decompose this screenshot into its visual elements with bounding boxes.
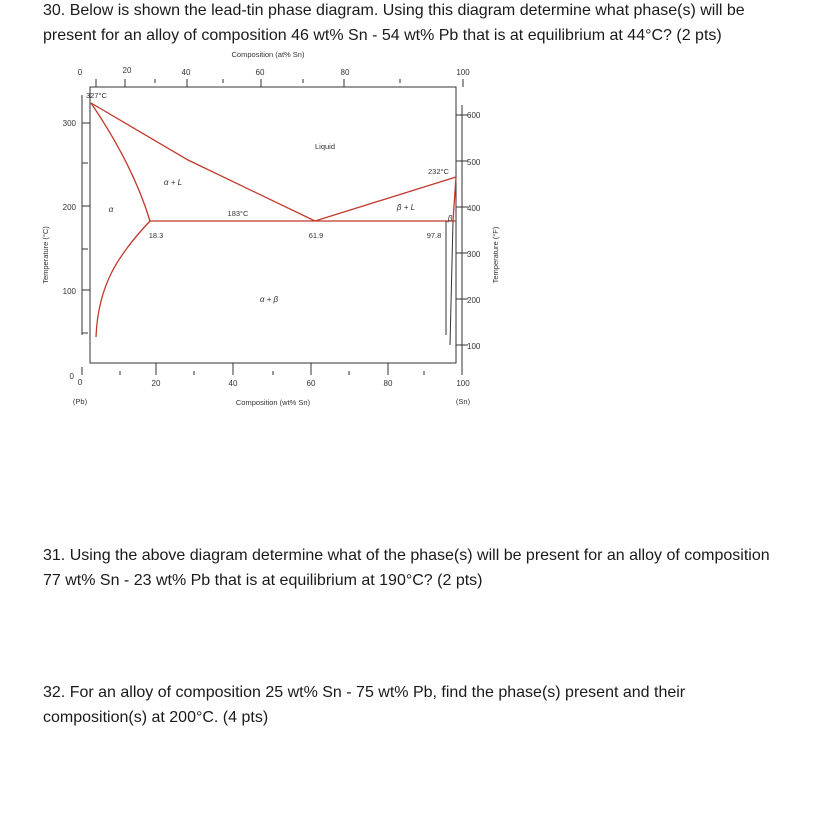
label-alpha: α (108, 205, 114, 214)
right-tick-600: 600 (467, 111, 481, 120)
question-31-line-2: 77 wt% Sn - 23 wt% Pb that is at equilibrium at 190°C? (2 pts) (43, 572, 483, 589)
top-tick-20: 20 (122, 66, 132, 75)
bottom-tick-20: 20 (151, 379, 161, 388)
left-tick-0: 0 (69, 372, 74, 381)
liquidus-left (91, 103, 315, 221)
solvus-alpha (96, 221, 150, 337)
annot-alpha-max: 18.3 (148, 231, 164, 240)
bottom-tick-marks (82, 363, 424, 375)
plot-frame (90, 87, 456, 363)
label-alpha-beta: α + β (259, 295, 279, 304)
solvus-beta (446, 221, 453, 345)
annot-sn-melt: 232°C (428, 167, 449, 176)
annot-beta-max: 97.8 (426, 231, 442, 240)
right-tick-100: 100 (467, 342, 481, 351)
bottom-tick-40: 40 (228, 379, 238, 388)
top-tick-marks (96, 79, 463, 87)
bottom-axis-title: Composition (wt% Sn) (235, 398, 311, 407)
question-31-line-1: 31. Using the above diagram determine what of the phase(s) will be present for an alloy of composition (43, 547, 770, 564)
label-liquid: Liquid (314, 142, 336, 151)
label-alpha-liquid: α + L (163, 178, 183, 187)
right-tick-marks (456, 105, 468, 375)
top-tick-60: 60 (255, 68, 265, 77)
bottom-tick-60: 60 (306, 379, 316, 388)
right-tick-300: 300 (467, 250, 481, 259)
question-32 (43, 680, 685, 730)
question-32-line-1: 32. For an alloy of composition 25 wt% Sn - 75 wt% Pb, find the phase(s) present and their (43, 684, 686, 701)
top-tick-0: 0 (77, 68, 83, 77)
top-axis-title: Composition (at% Sn) (231, 50, 305, 59)
question-30-line-2: present for an alloy of composition 46 wt% Sn - 54 wt% Pb that is at equilibrium at 44°C? (2 pts) (43, 27, 722, 44)
bottom-tick-100: 100 (456, 379, 470, 388)
question-32-line-2: composition(s) at 200°C. (4 pts) (43, 709, 269, 726)
left-tick-200: 200 (62, 203, 76, 212)
left-tick-100: 100 (62, 287, 76, 296)
left-tick-marks (82, 95, 90, 335)
left-tick-300: 300 (62, 119, 76, 128)
annot-eutectic-comp: 61.9 (308, 231, 324, 240)
top-tick-40: 40 (181, 68, 191, 77)
question-31 (43, 543, 770, 593)
question-30 (43, 0, 745, 48)
annot-eutectic-temp: 183°C (227, 209, 249, 218)
bottom-tick-0: 0 (77, 378, 83, 387)
right-tick-200: 200 (467, 296, 481, 305)
bottom-note-pb: (Pb) (72, 397, 88, 406)
bottom-note-sn: (Sn) (455, 397, 471, 406)
lead-tin-phase-diagram (38, 45, 528, 415)
annot-pb-melt: 327°C (86, 91, 107, 100)
top-tick-100: 100 (456, 68, 470, 77)
bottom-tick-80: 80 (383, 379, 393, 388)
label-beta-liquid: β + L (396, 203, 416, 212)
question-30-line-1: 30. Below is shown the lead-tin phase diagram. Using this diagram determine what phase(s) will be (43, 2, 745, 19)
top-tick-80: 80 (340, 68, 350, 77)
liquidus-right (315, 177, 456, 221)
right-axis-title: Temperature (°F) (491, 226, 500, 284)
right-tick-500: 500 (467, 158, 481, 167)
right-tick-400: 400 (467, 204, 481, 213)
label-beta: β (447, 214, 453, 223)
left-axis-title: Temperature (°C) (41, 226, 50, 284)
